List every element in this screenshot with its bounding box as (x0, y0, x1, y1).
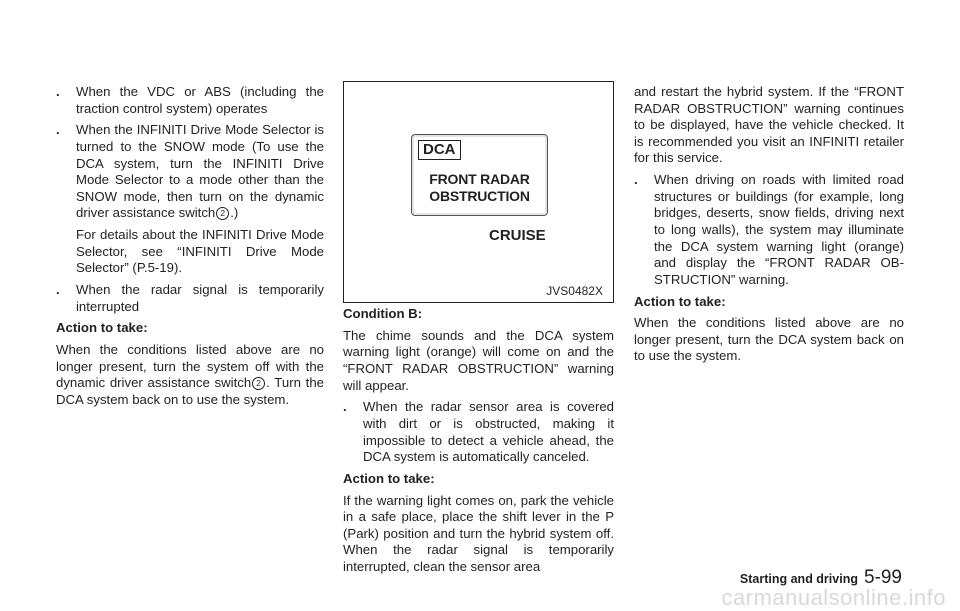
footer-section-title: Starting and driving (739, 572, 858, 586)
dca-badge: DCA (418, 140, 461, 160)
page-number: 5-99 (863, 567, 902, 588)
section-heading: Action to take: (634, 293, 726, 309)
switch-number-icon: 2 (216, 207, 229, 220)
paragraph-text: When the conditions listed above are no longer present, turn the system off with the dynamic driver assistance switch (56, 342, 324, 391)
bullet: . (343, 399, 347, 415)
figure-dca-display (343, 81, 614, 303)
watermark: carmanualsonline.info (721, 585, 946, 610)
paragraph (56, 342, 324, 408)
paragraph: When the conditions listed above are no longer present, turn the DCA system back on to use the system. (634, 315, 904, 364)
display-screen (411, 134, 548, 216)
list-item-text: When the INFINITI Drive Mode Selector is turned to the SNOW mode (To use the DCA system, turn the INFINITI Drive Mode Selector to a mode other than the SNOW mode, then turn on the dynamic driver assistance switch (76, 122, 324, 221)
sub-paragraph: For details about the INFINITI Drive Mode Selector, see “INFINITI Drive Mode Selector” (P.5-19). (76, 227, 324, 276)
bullet: . (634, 172, 638, 188)
paragraph: The chime sounds and the DCA system warning light (orange) will come on and the “FRONT RADAR OBSTRUCTION” warning will appear. (343, 327, 614, 393)
list-item-text-end: .) (230, 205, 239, 221)
list-item-text: When the radar signal is temporarily interrupted (76, 282, 324, 314)
list-item (56, 282, 324, 315)
section-heading: Action to take: (343, 470, 435, 486)
paragraph: and restart the hybrid system. If the “FRONT RADAR OBSTRUCTION” warning continues to be displayed, have the vehicle checked. It is recommended you visit an INFINITI retailer for this service. (634, 84, 904, 166)
list-item-text: When the radar sensor area is covered with dirt or is obstructed, making it impossible to detect a vehicle ahead, the DCA system is automatically canceled. (363, 399, 614, 465)
bullet: . (56, 84, 60, 99)
list-item (343, 399, 614, 465)
warning-message: FRONT RADAR OBSTRUCTION (429, 171, 530, 204)
paragraph-text-end: . Turn the DCA system back on to use the system. (56, 375, 324, 408)
bullet: . (56, 282, 60, 298)
list-item (634, 172, 904, 288)
column-3 (634, 84, 904, 370)
switch-number-icon: 2 (252, 377, 265, 390)
cruise-indicator: CRUISE (489, 227, 546, 244)
list-item-text: When the VDC or ABS (including the traction control system) operates (76, 84, 324, 116)
column-1 (56, 84, 324, 414)
bullet: . (56, 122, 60, 138)
list-item (56, 84, 324, 117)
list-item (56, 122, 324, 222)
list-item-text: When driving on roads with limited road structures or buildings (for example, long bridges, deserts, snow fields, driving next to long walls), the system may illuminate the DCA system warning light (orange) and display the “FRONT RADAR OBSTRUCTION” warning. (654, 172, 904, 287)
column-2 (343, 306, 614, 581)
paragraph: If the warning light comes on, park the vehicle in a safe place, place the shift lever in the P (Park) position and turn the hybrid system off. When the radar signal is temporarily interrupted, clean the sensor area (343, 492, 614, 575)
figure-id: JVS0482X (546, 284, 603, 298)
section-heading: Action to take: (56, 320, 148, 336)
section-heading: Condition B: (343, 306, 423, 321)
